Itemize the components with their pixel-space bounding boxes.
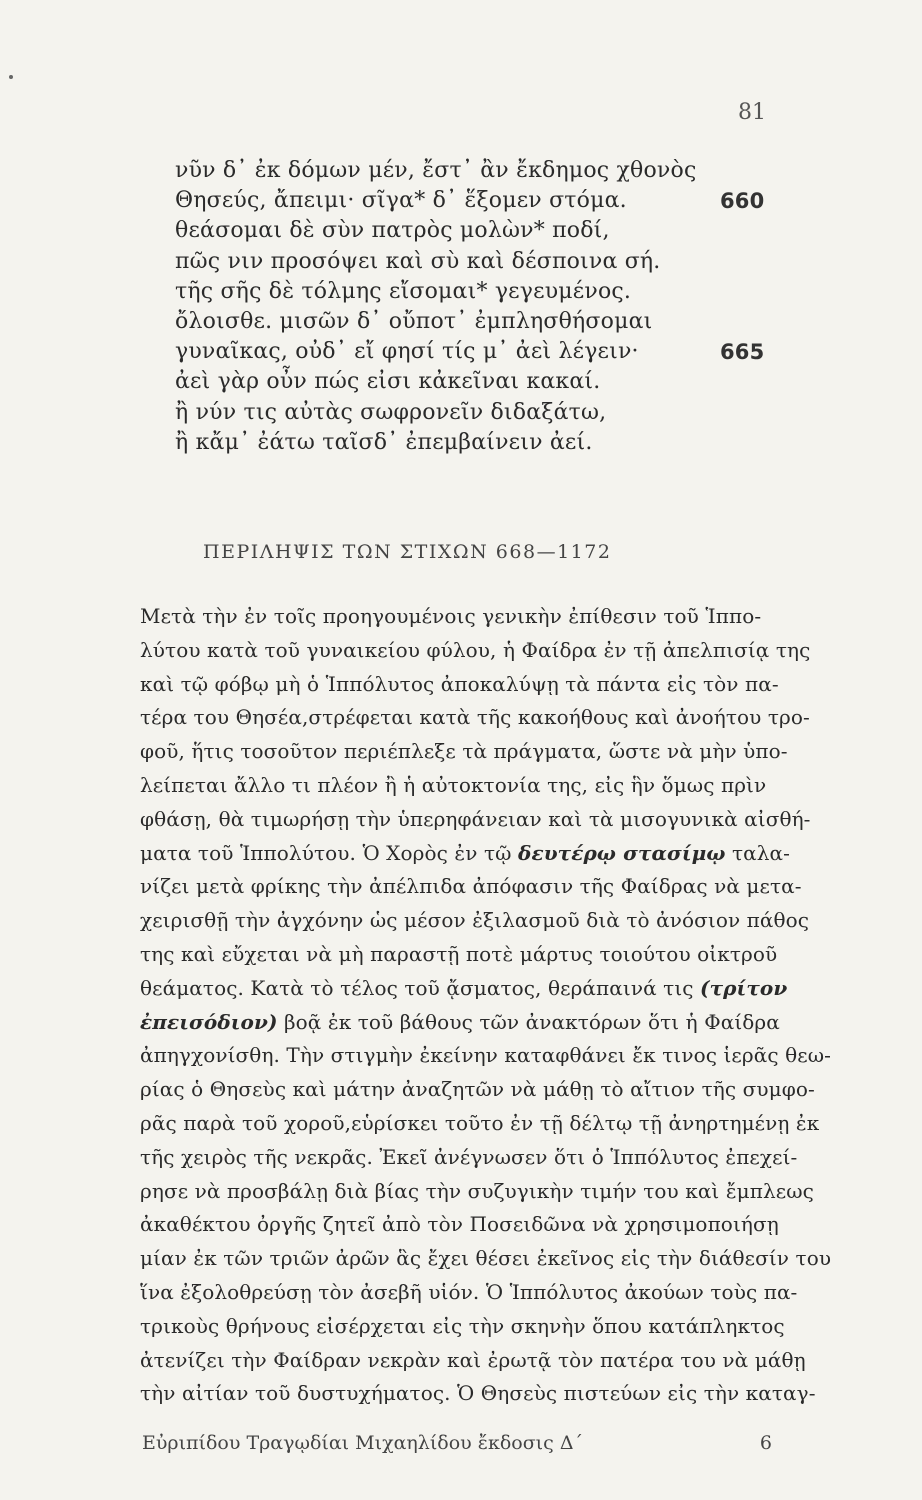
prose-text: βοᾷ ἐκ τοῦ βάθους τῶν ἀνακτόρων ὅτι ἡ Φαίδρα: [277, 1009, 780, 1034]
prose-text: φθάσῃ, θὰ τιμωρήσῃ τὴν ὑπερηφάνειαν καὶ τὰ μισογυνικὰ αἰσθή-: [140, 806, 811, 831]
verse-line: [175, 277, 775, 307]
prose-line: [140, 1310, 785, 1344]
verse-text: Θησεύς, ἄπειμι· σῖγα* δ᾽ ἕξομεν στόμα.: [175, 188, 627, 214]
verse-line: [175, 428, 775, 458]
emphasized-term: δευτέρῳ στασίμῳ: [518, 840, 726, 865]
prose-text: τὴν αἰτίαν τοῦ δυστυχήματος. Ὁ Θησεὺς πιστεύων εἰς τὴν καταγ-: [140, 1381, 816, 1406]
prose-line: [140, 1377, 816, 1411]
prose-text: θεάματος. Κατὰ τὸ τέλος τοῦ ᾄσματος, θεράπαινά τις: [140, 975, 701, 1000]
prose-line: [140, 1141, 798, 1175]
prose-line: [140, 938, 776, 972]
page-number: 81: [738, 100, 766, 125]
prose-text: τέρα του Θησέα,στρέφεται κατὰ τῆς κακοήθους καὶ ἀνοήτου τρο-: [140, 705, 810, 730]
verse-line: [175, 307, 775, 337]
prose-text: ἀπηγχονίσθη. Τὴν στιγμὴν ἐκείνην καταφθάνει ἔκ τινος ἱερᾶς θεω-: [140, 1043, 831, 1068]
verse-text: θεάσομαι δὲ σὺν πατρὸς μολὼν* ποδί,: [175, 218, 610, 244]
prose-text: ρίας ὁ Θησεὺς καὶ μάτην ἀναζητῶν νὰ μάθῃ τὸ αἴτιον τῆς συμφο-: [140, 1077, 815, 1102]
verse-text: ὄλοισθε. μισῶν δ᾽ οὔποτ᾽ ἐμπλησθήσομαι: [175, 308, 653, 334]
prose-text: ρᾶς παρὰ τοῦ χοροῦ,εὑρίσκει τοῦτο ἐν τῇ δέλτῳ τῇ ἀνηρτημένῃ ἐκ: [140, 1110, 820, 1135]
prose-line: [140, 803, 811, 837]
prose-line: [140, 668, 779, 702]
emphasized-term: (τρίτον: [700, 975, 788, 1000]
prose-line: [140, 1073, 815, 1107]
prose-line: [140, 735, 788, 769]
prose-line: [140, 972, 788, 1006]
verse-line: [175, 186, 775, 216]
prose-line: [140, 1344, 806, 1378]
verse-line: [175, 216, 775, 246]
verse-line-number: 660: [720, 189, 765, 214]
verse-line: [175, 398, 775, 428]
verse-line-number: 665: [720, 340, 765, 365]
verse-text: γυναῖκας, οὐδ᾽ εἴ φησί τίς μ᾽ ἀεὶ λέγειν·: [175, 339, 639, 365]
prose-line: [140, 769, 776, 803]
prose-text: ταλα-: [725, 840, 790, 865]
summary-prose: [140, 600, 832, 1411]
prose-line: [140, 701, 810, 735]
section-heading: ΠΕΡΙΛΗΨΙΣ ΤΩΝ ΣΤΙΧΩΝ 668—1172: [203, 541, 612, 563]
signature-mark: 6: [759, 1432, 772, 1454]
prose-line: [140, 870, 802, 904]
prose-text: μίαν ἐκ τῶν τριῶν ἀρῶν ἃς ἔχει θέσει ἐκεῖνος εἰς τὴν διάθεσίν του: [140, 1246, 832, 1271]
prose-text: ρησε νὰ προσβάλῃ διὰ βίας τὴν συζυγικὴν τιμήν του καὶ ἔμπλεως: [140, 1178, 814, 1203]
prose-text: φοῦ, ἥτις τοσοῦτον περιέπλεξε τὰ πράγματα, ὥστε νὰ μὴν ὑπο-: [140, 739, 788, 764]
prose-text: τῆς χειρὸς τῆς νεκρᾶς. Ἐκεῖ ἀνέγνωσεν ὅτι ὁ Ἱππόλυτος ἐπεχεί-: [140, 1144, 798, 1169]
prose-line: [140, 1039, 831, 1073]
emphasized-term: ἐπεισόδιον): [140, 1009, 278, 1034]
prose-text: χειρισθῇ τὴν ἀγχόνην ὡς μέσον ἐξιλασμοῦ διὰ τὸ ἀνόσιον πάθος: [140, 908, 810, 933]
verse-text: τῆς σῆς δὲ τόλμης εἴσομαι* γεγευμένος.: [175, 278, 632, 304]
paper-speck: [9, 75, 13, 79]
prose-text: τρικοὺς θρήνους εἰσέρχεται εἰς τὴν σκηνὴν ὅπου κατάπληκτος: [140, 1313, 785, 1338]
prose-line: [140, 1208, 779, 1242]
verse-line: [175, 156, 775, 186]
prose-text: ματα τοῦ Ἱππολύτου. Ὁ Χορὸς ἐν τῷ: [140, 840, 518, 865]
prose-text: ἵνα ἐξολοθρεύσῃ τὸν ἀσεβῆ υἱόν. Ὁ Ἱππόλυτος ἀκούων τοὺς πα-: [140, 1279, 798, 1304]
prose-text: καὶ τῷ φόβῳ μὴ ὁ Ἱππόλυτος ἀποκαλύψῃ τὰ πάντα εἰς τὸν πα-: [140, 671, 779, 696]
verse-block: [175, 156, 775, 458]
prose-text: νίζει μετὰ φρίκης τὴν ἀπέλπιδα ἀπόφασιν τῆς Φαίδρας νὰ μετα-: [140, 874, 802, 899]
verse-line: [175, 367, 775, 397]
verse-text: ἢ κἄμ᾽ ἐάτω ταῖσδ᾽ ἐπεμβαίνειν ἀεί.: [175, 429, 593, 455]
prose-line: [140, 1242, 832, 1276]
prose-text: λείπεται ἄλλο τι πλέον ἢ ἡ αὐτοκτονία της, εἰς ἣν ὅμως πρὶν: [140, 772, 767, 797]
prose-text: ἀτενίζει τὴν Φαίδραν νεκρὰν καὶ ἐρωτᾷ τὸν πατέρα του νὰ μάθῃ: [140, 1347, 806, 1372]
verse-text: ἀεὶ γὰρ οὖν πώς εἰσι κἀκεῖναι κακαί.: [175, 369, 601, 395]
prose-text: Μετὰ τὴν ἐν τοῖς προηγουμένοις γενικὴν ἐπίθεσιν τοῦ Ἱππο-: [140, 604, 762, 628]
verse-text: ἢ νύν τις αὐτὰς σωφρονεῖν διδαξάτω,: [175, 399, 607, 425]
verse-text: πῶς νιν προσόψει καὶ σὺ καὶ δέσποινα σή.: [175, 248, 661, 274]
verse-line: [175, 337, 775, 367]
verse-line: [175, 247, 775, 277]
prose-line: [140, 904, 810, 938]
verse-text: νῦν δ᾽ ἐκ δόμων μέν, ἔστ᾽ ἂν ἔκδημος χθονὸς: [175, 158, 697, 183]
footer-title: Εὐριπίδου Τραγῳδίαι Μιχαηλίδου ἔκδοσις Δ´: [142, 1432, 584, 1454]
prose-line: [140, 600, 776, 634]
page-footer: [142, 1432, 772, 1462]
prose-line: [140, 1107, 820, 1141]
prose-text: της καὶ εὔχεται νὰ μὴ παραστῇ ποτὲ μάρτυς τοιούτου οἰκτροῦ: [140, 941, 778, 966]
prose-text: λύτου κατὰ τοῦ γυναικείου φύλου, ἡ Φαίδρα ἐν τῇ ἀπελπισίᾳ της: [140, 637, 811, 662]
prose-line: [140, 837, 790, 871]
prose-line: [140, 1175, 814, 1209]
prose-line: [140, 1276, 798, 1310]
prose-text: ἀκαθέκτου ὀργῆς ζητεῖ ἀπὸ τὸν Ποσειδῶνα νὰ χρησιμοποιήσῃ: [140, 1212, 779, 1237]
prose-line: [140, 634, 811, 668]
prose-line: [140, 1006, 780, 1040]
